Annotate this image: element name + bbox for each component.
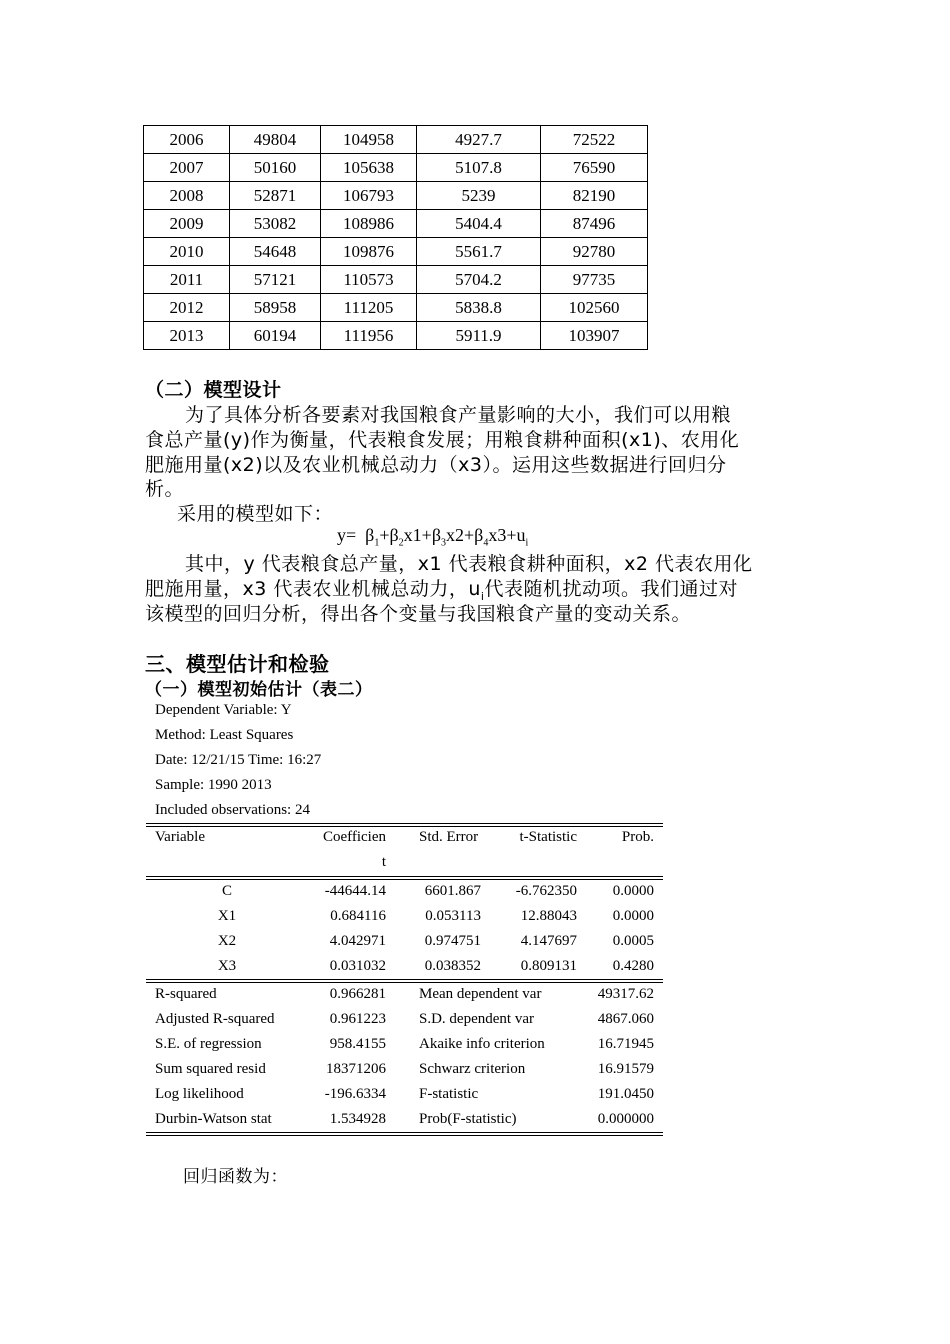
table-cell: 52871	[230, 182, 321, 210]
cell-text: 0.0005	[612, 933, 654, 949]
table-cell: 103907	[541, 322, 648, 350]
table-cell: 82190	[541, 182, 648, 210]
table-cell: 57121	[230, 266, 321, 294]
beta: β	[389, 525, 399, 545]
regression-meta: Method: Least Squares	[155, 727, 294, 743]
section-heading-model-design: （二）模型设计	[145, 379, 282, 401]
table-cell: 105638	[321, 154, 417, 182]
beta: β	[431, 525, 441, 545]
variable-name: X1	[217, 908, 237, 924]
regression-meta: Dependent Variable: Y	[155, 702, 292, 718]
table-cell: 5704.2	[417, 266, 541, 294]
cell-text: 0.0000	[612, 908, 654, 924]
table-cell: 50160	[230, 154, 321, 182]
stat-label: S.E. of regression	[155, 1036, 262, 1052]
formula-part: x1+	[403, 525, 432, 545]
column-header: Std. Error	[419, 829, 479, 845]
cell-text: 4.147697	[520, 933, 577, 949]
table-cell: 2006	[144, 126, 230, 154]
text: 肥施用量，x3 代表农业机械总动力，u	[145, 578, 481, 600]
table-cell: 53082	[230, 210, 321, 238]
table-cell: 2010	[144, 238, 230, 266]
table-row	[144, 154, 648, 182]
model-formula	[337, 525, 528, 549]
stat-value: 958.4155	[329, 1036, 386, 1052]
table-rule	[146, 979, 663, 983]
table-cell: 54648	[230, 238, 321, 266]
cell-text: 0.809131	[520, 958, 577, 974]
formula-sub: i	[525, 537, 529, 549]
table-cell: 87496	[541, 210, 648, 238]
table-cell: 60194	[230, 322, 321, 350]
stat-label: Log likelihood	[155, 1086, 244, 1102]
stat-value: -196.6334	[324, 1086, 386, 1102]
variable-name: C	[221, 883, 232, 899]
cell-text: 6601.867	[424, 883, 481, 899]
stat-value: 1.534928	[329, 1111, 386, 1127]
table-row	[144, 182, 648, 210]
paragraph-line: 析。	[145, 478, 185, 500]
table-cell: 2008	[144, 182, 230, 210]
model-intro: 采用的模型如下：	[177, 503, 334, 525]
table-cell: 106793	[321, 182, 417, 210]
column-header: t-Statistic	[519, 829, 577, 845]
cell-text: 0.031032	[329, 958, 386, 974]
regression-meta: Included observations: 24	[155, 802, 310, 818]
cell-text: 0.053113	[425, 908, 481, 924]
cell-text: 0.038352	[424, 958, 481, 974]
table-row	[144, 210, 648, 238]
table-cell: 2013	[144, 322, 230, 350]
table-cell: 72522	[541, 126, 648, 154]
table-row	[144, 294, 648, 322]
cell-text: -44644.14	[324, 883, 386, 899]
paragraph-line: 为了具体分析各要素对我国粮食产量影响的大小，我们可以用粮	[185, 404, 732, 426]
table-cell: 2011	[144, 266, 230, 294]
stat-label: Durbin-Watson stat	[155, 1111, 272, 1127]
variable-name: X3	[217, 958, 237, 974]
regression-meta: Date: 12/21/15 Time: 16:27	[155, 752, 322, 768]
stat-label: S.D. dependent var	[419, 1011, 534, 1027]
stat-label: Sum squared resid	[155, 1061, 266, 1077]
table-cell: 110573	[321, 266, 417, 294]
table-cell: 4927.7	[417, 126, 541, 154]
stat-label: Akaike info criterion	[419, 1036, 545, 1052]
paragraph-line: 肥施用量(x2)以及农业机械总动力（x3）。运用这些数据进行回归分	[145, 454, 727, 476]
beta: β	[365, 525, 375, 545]
formula-sub: 1	[374, 537, 380, 549]
stat-value: 16.71945	[597, 1036, 654, 1052]
text: 代表随机扰动项。我们通过对	[484, 578, 738, 600]
subscript: i	[480, 589, 485, 603]
table-rule	[146, 1132, 663, 1136]
table-cell: 5838.8	[417, 294, 541, 322]
table-cell: 5911.9	[417, 322, 541, 350]
column-header: Coefficien	[322, 829, 386, 845]
section-heading-estimation: 三、模型估计和检验	[145, 652, 330, 676]
formula-sub: 4	[483, 537, 489, 549]
stat-value: 0.000000	[597, 1111, 654, 1127]
formula-sub: 2	[398, 537, 404, 549]
formula-part: y=	[337, 525, 357, 545]
table-cell: 92780	[541, 238, 648, 266]
formula-part: +	[379, 525, 390, 545]
table-cell: 102560	[541, 294, 648, 322]
cell-text: 0.0000	[612, 883, 654, 899]
stat-label: Schwarz criterion	[419, 1061, 526, 1077]
table-cell: 108986	[321, 210, 417, 238]
column-header: Prob.	[621, 829, 654, 845]
table-rule	[146, 823, 663, 827]
stat-value: 16.91579	[597, 1061, 654, 1077]
paragraph-line: 其中，y 代表粮食总产量，x1 代表粮食耕种面积，x2 代表农用化	[185, 553, 753, 575]
table-row	[144, 126, 648, 154]
table-cell: 5561.7	[417, 238, 541, 266]
stat-value: 18371206	[326, 1061, 386, 1077]
regression-function-label: 回归函数为：	[183, 1167, 288, 1187]
cell-text: 0.974751	[424, 933, 481, 949]
stat-value: 49317.62	[597, 986, 654, 1002]
cell-text: 0.4280	[612, 958, 654, 974]
stat-label: R-squared	[155, 986, 217, 1002]
cell-text: 4.042971	[329, 933, 386, 949]
cell-text: 12.88043	[520, 908, 577, 924]
stat-value: 191.0450	[597, 1086, 654, 1102]
table-cell: 2009	[144, 210, 230, 238]
table-cell: 5107.8	[417, 154, 541, 182]
table-cell: 97735	[541, 266, 648, 294]
stat-value: 0.966281	[329, 986, 386, 1002]
cell-text: 0.684116	[330, 908, 386, 924]
stat-label: Mean dependent var	[419, 986, 542, 1002]
table-row	[144, 238, 648, 266]
table-cell: 5239	[417, 182, 541, 210]
stat-label: F-statistic	[419, 1086, 479, 1102]
stat-label: Prob(F-statistic)	[419, 1111, 517, 1127]
stat-value: 4867.060	[597, 1011, 654, 1027]
formula-part: x3+u	[488, 525, 526, 545]
data-table	[143, 125, 648, 350]
paragraph-line: 食总产量(y)作为衡量，代表粮食发展；用粮食耕种面积(x1)、农用化	[145, 429, 740, 451]
table-cell: 58958	[230, 294, 321, 322]
table-row	[144, 322, 648, 350]
table-cell: 109876	[321, 238, 417, 266]
beta: β	[474, 525, 484, 545]
regression-meta: Sample: 1990 2013	[155, 777, 272, 793]
table-row	[144, 266, 648, 294]
stat-value: 0.961223	[329, 1011, 386, 1027]
table-cell: 49804	[230, 126, 321, 154]
table-cell: 2007	[144, 154, 230, 182]
table-cell: 111205	[321, 294, 417, 322]
column-header: Variable	[155, 829, 205, 845]
variable-name: X2	[217, 933, 237, 949]
stat-label: Adjusted R-squared	[155, 1011, 275, 1027]
table-rule	[146, 876, 663, 880]
formula-sub: 3	[440, 537, 446, 549]
cell-text: -6.762350	[515, 883, 577, 899]
table-cell: 5404.4	[417, 210, 541, 238]
subheading-initial-estimate: （一）模型初始估计（表二）	[145, 680, 373, 700]
formula-part: x2+	[445, 525, 475, 545]
column-header: t	[381, 854, 386, 870]
table-cell: 104958	[321, 126, 417, 154]
table-cell: 76590	[541, 154, 648, 182]
table-cell: 2012	[144, 294, 230, 322]
paragraph-line: 该模型的回归分析，得出各个变量与我国粮食产量的变动关系。	[145, 603, 692, 625]
table-cell: 111956	[321, 322, 417, 350]
